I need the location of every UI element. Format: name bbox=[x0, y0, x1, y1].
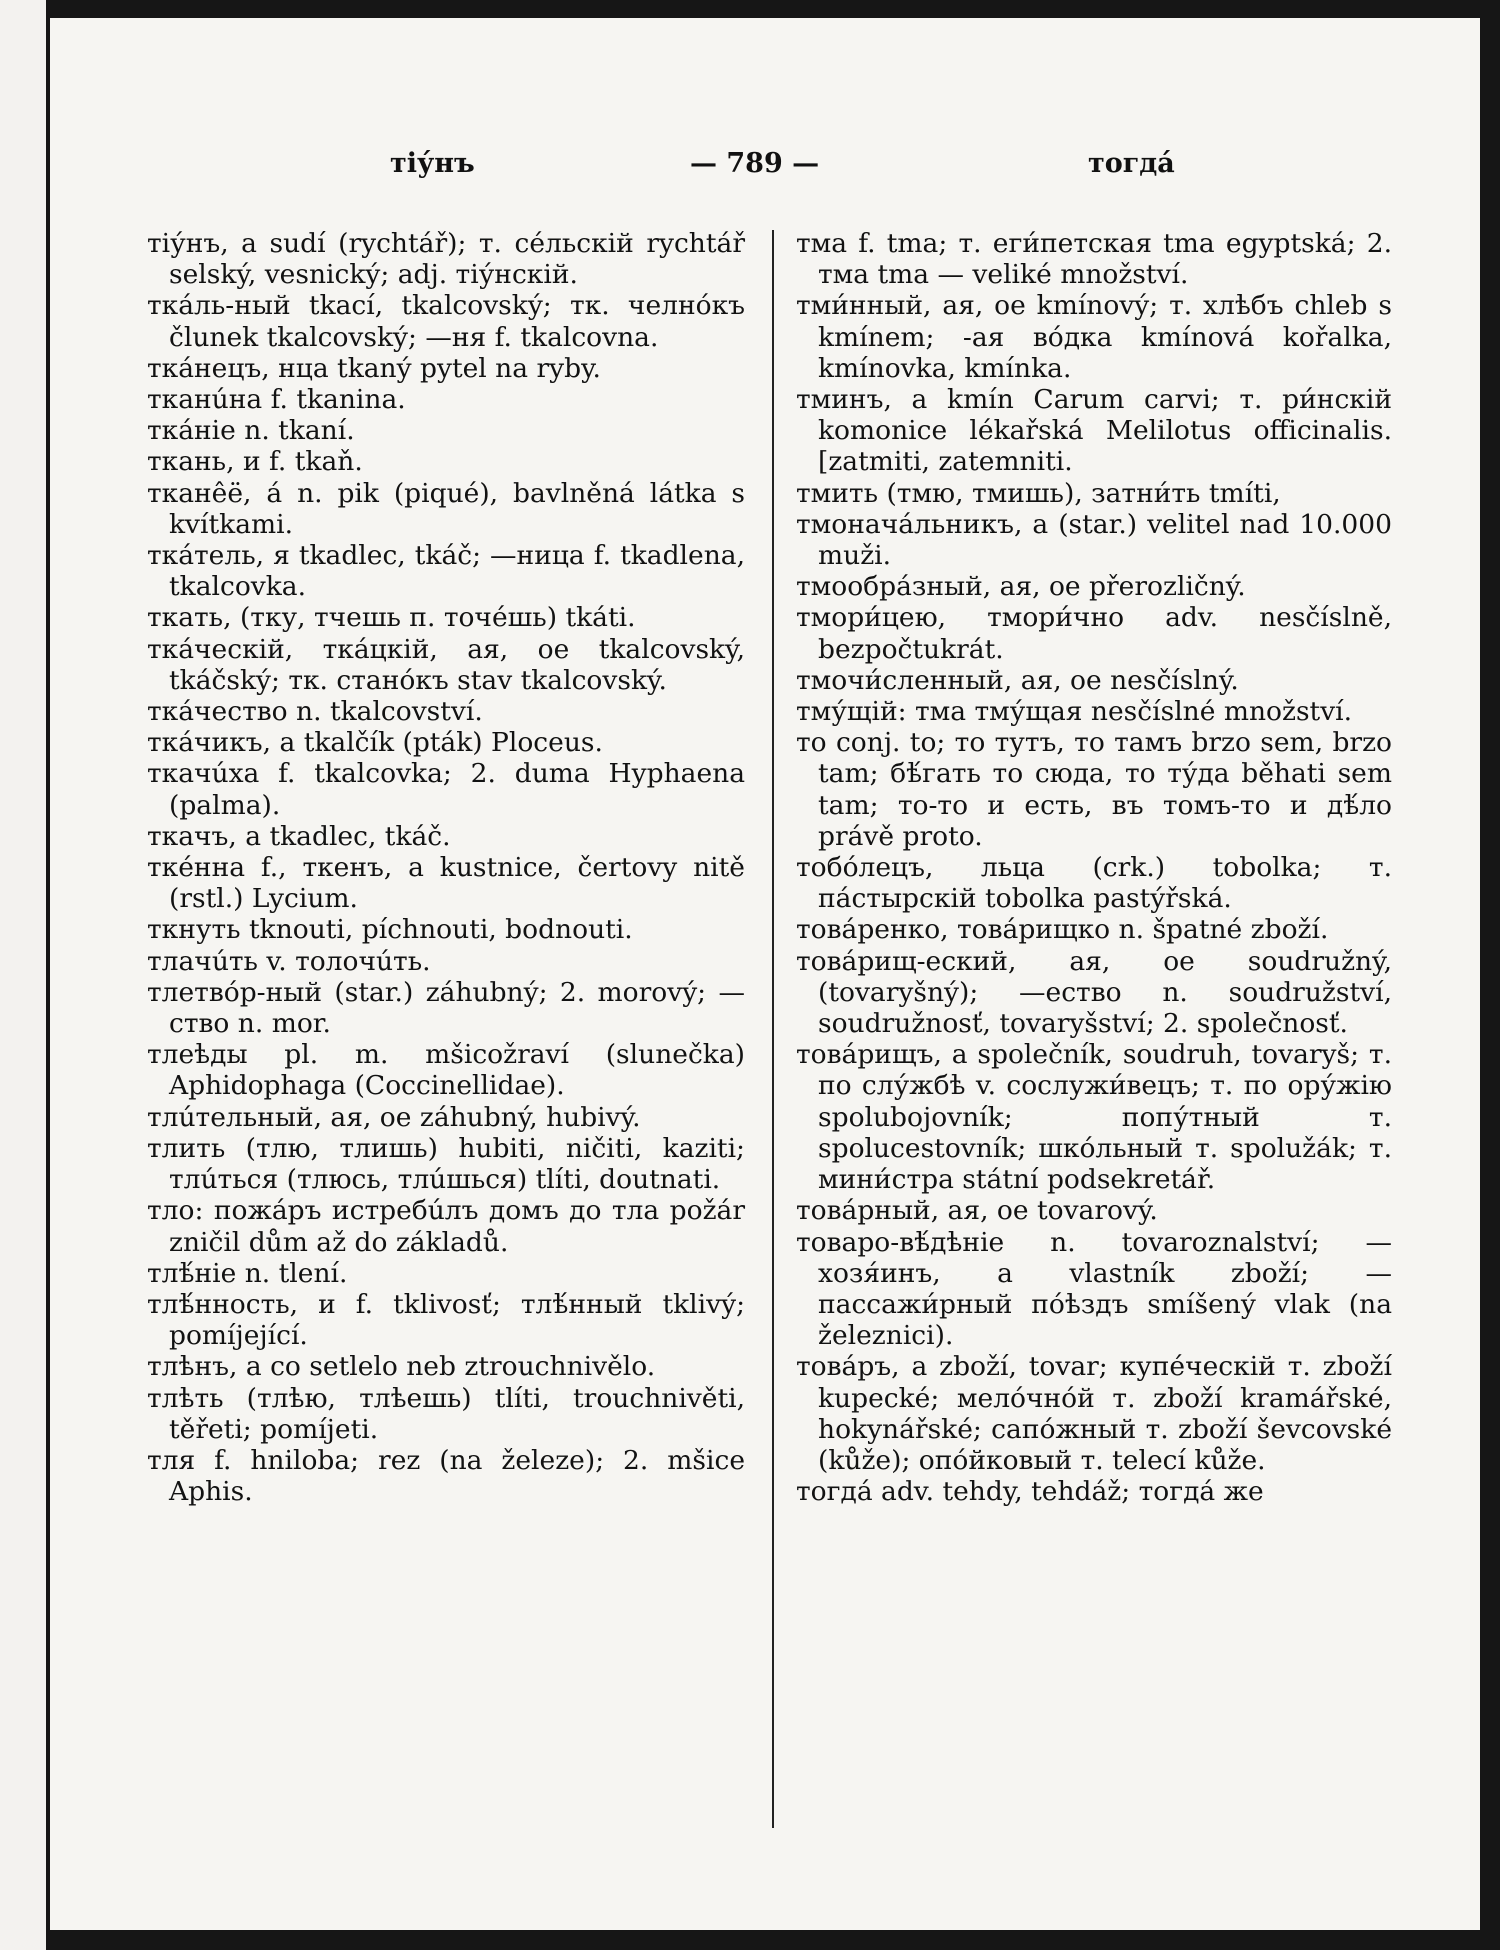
entry: тлѣть (тлѣю, тлѣешь) tlíti, trouchnivěti, těřeti; pomíjeti. bbox=[147, 1382, 745, 1445]
entry: тмонача́льникъ, a (star.) velitel nad 10.000 muži. bbox=[796, 508, 1392, 572]
entry: товаро-вѣ́дѣніе n. tovaroznalství; —хозя́инъ, a vlastník zboží; —пассажи́рный по́ѣздъ smíšený vlak (na železnici). bbox=[796, 1226, 1392, 1352]
entry: тлѣнъ, a co setlelo neb ztrouchnivělo. bbox=[147, 1351, 656, 1383]
entry: ткачúха f. tkalcovka; 2. duma Hyphaena (palma). bbox=[147, 758, 745, 821]
entry: тми́нный, ая, ое kmínový; т. хлѣбъ chleb s kmínem; -ая во́дка kmínová kořalka, kmínovka, kmínka. bbox=[796, 290, 1392, 384]
entry: тлачúть v. толочúть. bbox=[147, 945, 431, 977]
header-last-entry: тогда́ bbox=[1088, 148, 1175, 179]
entry: тмить (тмю, тмишь), затни́ть tmíti, bbox=[796, 477, 1281, 509]
entry: тка́тель, я tkadlec, tkáč; —ница f. tkadlena, tkalcovka. bbox=[147, 540, 745, 603]
entry: тлеѣды pl. m. mšicožraví (slunečka) Aphidophaga (Coccinellidae). bbox=[147, 1039, 745, 1102]
dictionary-page bbox=[50, 18, 1480, 1930]
entry: тлѣ́нность, и f. tklivosť; тлѣ́нный tklivý; pomíjející. bbox=[147, 1288, 745, 1352]
entry: това́рищ-еский, ая, ое soudružný, (tovaryšný); —ество n. soudružství, soudružnosť, tovaryšství; 2. společnosť. bbox=[796, 945, 1392, 1040]
entry: тка́нецъ, нца tkaný pytel na ryby. bbox=[147, 352, 601, 384]
entry: тму́щій: тма тму́щая nesčíslné množství. bbox=[796, 696, 1353, 728]
entry: ткане̂ё, á n. pik (piqué), bavlněná látka s kvítkami. bbox=[147, 477, 745, 540]
entry: ткнуть tknouti, píchnouti, bodnouti. bbox=[147, 914, 633, 946]
entry: тля f. hniloba; rez (na železe); 2. mšice Aphis. bbox=[147, 1444, 745, 1508]
entry: тіу́нъ, a sudí (rychtář); т. се́льскій rychtář selský, vesnický; adj. тіу́нскій. bbox=[147, 228, 745, 291]
previous-page-edge bbox=[0, 0, 46, 1950]
page-number: — 789 — bbox=[690, 148, 820, 179]
entry: ткачъ, a tkadlec, tkáč. bbox=[147, 820, 451, 852]
header-first-entry: тіу́нъ bbox=[390, 148, 475, 179]
entry: тлúтельный, ая, ое záhubný, hubivý. bbox=[147, 1101, 641, 1133]
entry: тканúна f. tkanina. bbox=[147, 384, 406, 416]
entry: тлѣ́ніе n. tlení. bbox=[147, 1257, 348, 1289]
entry: то conj. to; то тутъ, то тамъ brzo sem, brzo tam; бѣ́гать то сюда, то ту́да běhati sem tam; то-то и есть, въ томъ-то и дѣ́ло právě proto. bbox=[796, 727, 1392, 852]
entry: тмочи́сленный, ая, ое nesčíslný. bbox=[796, 664, 1239, 696]
entry: тобо́лецъ, льца (crk.) tobolka; т. па́стырскій tobolka pastýřská. bbox=[796, 852, 1392, 915]
entry: тло: пожа́ръ истребúлъ домъ до тла požár zničil dům až do základů. bbox=[147, 1195, 745, 1258]
entry: ткань, и f. tkaň. bbox=[147, 446, 363, 478]
left-column bbox=[147, 228, 745, 1507]
entry: това́рный, ая, ое tovarový. bbox=[796, 1195, 1158, 1227]
entry: тке́нна f., ткенъ, a kustnice, čertovy nitě (rstl.) Lycium. bbox=[147, 852, 745, 915]
entry: тлетво́р-ный (star.) záhubný; 2. morový; —ство n. mor. bbox=[147, 976, 745, 1040]
entry: тминъ, a kmín Carum carvi; т. ри́нскій komonice lékařská Melilotus officinalis. [zatmiti, zatemniti. bbox=[796, 384, 1392, 478]
entry: това́ренко, това́рищко n. špatné zboží. bbox=[796, 914, 1329, 946]
entry: това́ръ, a zboží, tovar; купе́ческій т. zboží kupecké; мело́чно́й т. zboží kramářské, hokynářské; сапо́жный т. zboží ševcovské (kůže); опо́йковый т. telecí kůže. bbox=[796, 1351, 1392, 1476]
entry: тка́ческій, тка́цкій, ая, ое tkalcovský, tkáčský; тк. стано́къ stav tkalcovský. bbox=[147, 633, 745, 696]
entry: ткать, (тку, тчешь п. точе́шь) tkáti. bbox=[147, 602, 636, 634]
entry: тлить (тлю, тлишь) hubiti, ničiti, kaziti; тлúться (тлюсь, тлúшься) tlíti, doutnati. bbox=[147, 1132, 745, 1196]
entry: тмори́цею, тмори́чно adv. nesčíslně, bezpočtukrát. bbox=[796, 602, 1392, 665]
entry: тка́ль-ный tkací, tkalcovský; тк. челно́къ člunek tkalcovský; —ня f. tkalcovna. bbox=[147, 290, 745, 353]
entry: тмообра́зный, ая, ое přerozličný. bbox=[796, 571, 1246, 603]
entry: тма f. tma; т. еги́петская tma egyptská; 2. тма tma — veliké množství. bbox=[796, 228, 1392, 291]
entry: тка́ніе n. tkaní. bbox=[147, 415, 355, 447]
entry: това́рищъ, a společník, soudruh, tovaryš; т. по слу́жбѣ v. сослужи́вецъ; т. по ору́жію spolubojovník; попу́тный т. spolucestovník; шко́льный т. spolužák; т. мини́стра státní podsekretář. bbox=[796, 1039, 1392, 1196]
right-column bbox=[796, 228, 1392, 1507]
page-header bbox=[50, 148, 1480, 188]
entry: тогда́ adv. tehdy, tehdáž; тогда́ же bbox=[796, 1476, 1264, 1508]
entry: тка́чество n. tkalcovství. bbox=[147, 696, 483, 728]
column-divider bbox=[772, 230, 774, 1828]
entry: тка́чикъ, a tkalčík (pták) Ploceus. bbox=[147, 727, 603, 759]
